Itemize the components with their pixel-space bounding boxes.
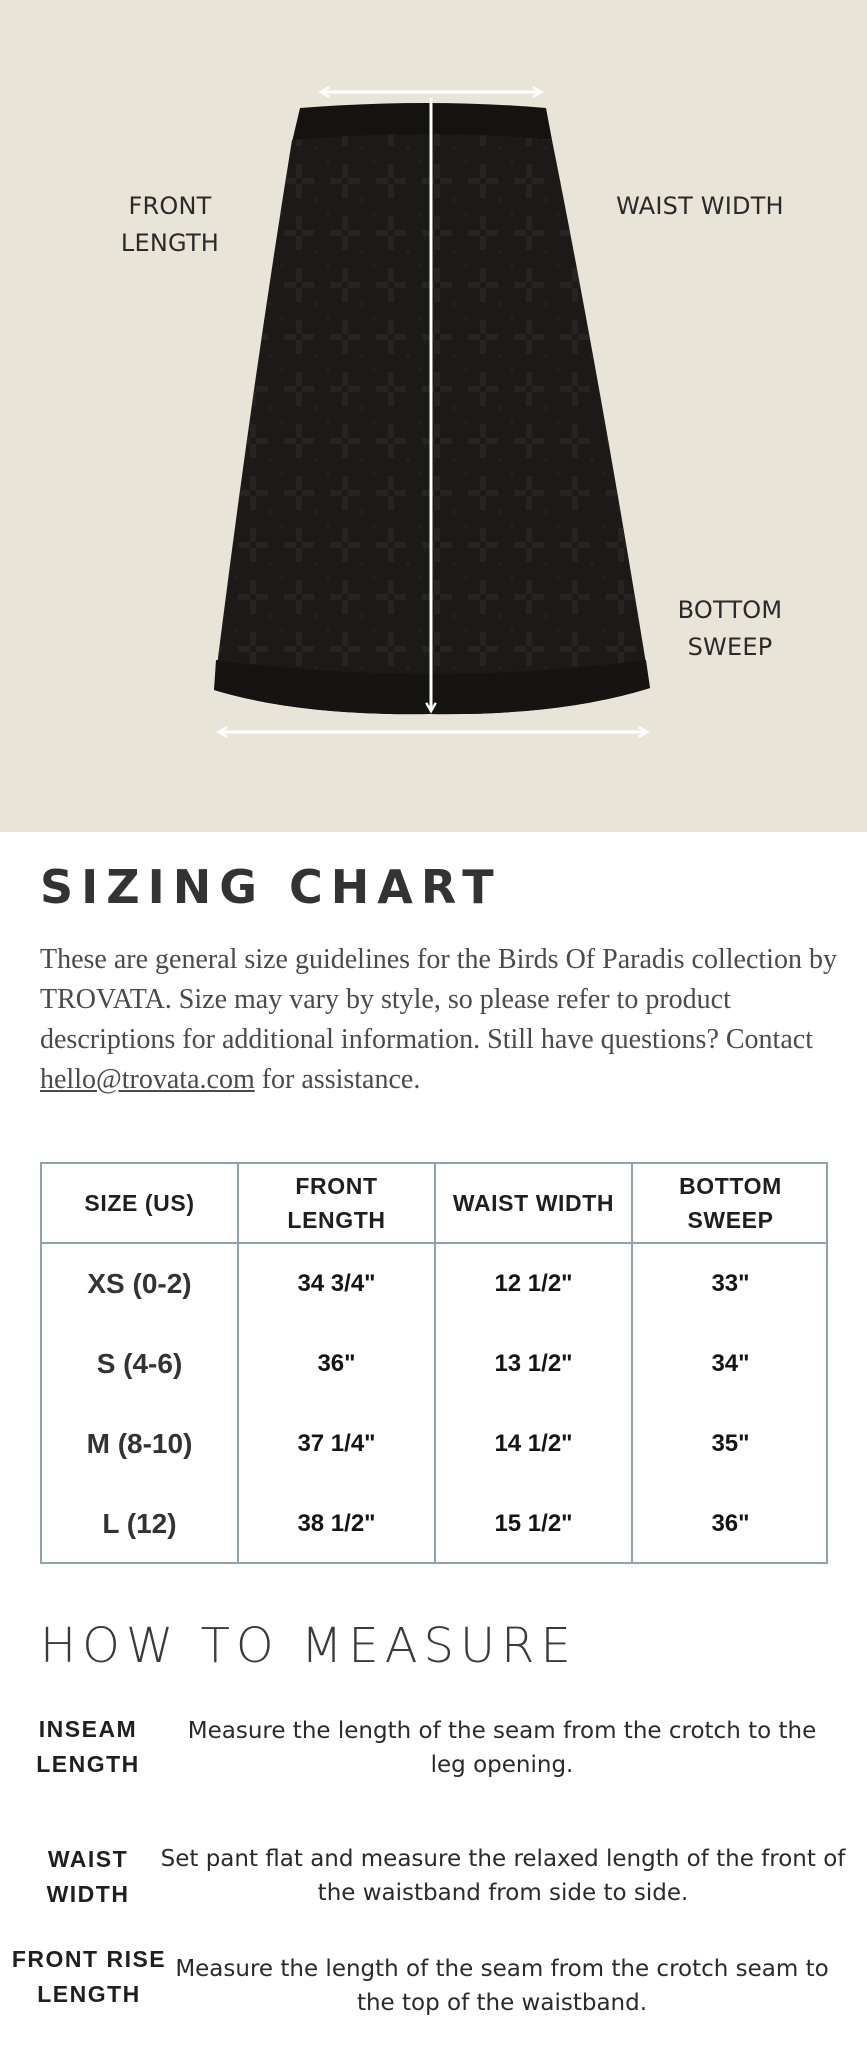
front-length-label: FRONT LENGTH bbox=[120, 192, 220, 257]
measure-label-front-rise: FRONT RISE LENGTH bbox=[11, 1946, 167, 2007]
measure-desc-waist: Set pant flat and measure the relaxed length of the front of the waistband from side to side. bbox=[160, 1846, 846, 1906]
table-cell-front-length: 37 1/4" bbox=[297, 1430, 376, 1457]
waist-width-label: WAIST WIDTH bbox=[616, 192, 784, 220]
table-cell-size: M (8-10) bbox=[86, 1428, 193, 1459]
measure-label-inseam: INSEAM LENGTH bbox=[36, 1716, 140, 1777]
measurement-diagram bbox=[0, 0, 867, 832]
header-size: SIZE (US) bbox=[84, 1190, 195, 1216]
table-cell-bottom-sweep: 35" bbox=[711, 1430, 750, 1457]
measure-desc-front-rise: Measure the length of the seam from the crotch seam to the top of the waistband. bbox=[175, 1956, 829, 2016]
header-bottom-sweep: BOTTOM SWEEP bbox=[679, 1173, 782, 1233]
sizing-chart-title: SIZING CHART bbox=[40, 860, 502, 914]
measure-label-waist: WAIST WIDTH bbox=[46, 1846, 130, 1907]
header-waist-width: WAIST WIDTH bbox=[452, 1190, 615, 1216]
table-cell-waist-width: 13 1/2" bbox=[494, 1350, 573, 1377]
bottom-sweep-label: BOTTOM SWEEP bbox=[677, 596, 783, 661]
table-cell-size: S (4-6) bbox=[96, 1348, 183, 1379]
table-cell-waist-width: 15 1/2" bbox=[494, 1510, 573, 1537]
table-cell-size: XS (0-2) bbox=[87, 1268, 192, 1299]
table-cell-waist-width: 14 1/2" bbox=[494, 1430, 573, 1457]
header-front-length: FRONT LENGTH bbox=[287, 1173, 386, 1233]
size-chart-table bbox=[40, 1162, 828, 1564]
table-cell-waist-width: 12 1/2" bbox=[494, 1270, 573, 1297]
table-cell-size: L (12) bbox=[102, 1508, 177, 1539]
table-cell-bottom-sweep: 36" bbox=[711, 1510, 750, 1537]
contact-email-link[interactable]: hello@trovata.com bbox=[40, 1064, 255, 1095]
sizing-intro: These are general size guidelines for the Birds Of Paradis collection by TROVATA. Size may vary by style, so please refer to product descriptions for additional information. Still have questions? Contact hello@trovata.com for assistance. bbox=[40, 944, 837, 1095]
measure-desc-inseam: Measure the length of the seam from the crotch to the leg opening. bbox=[187, 1718, 817, 1778]
skirt-illustration bbox=[0, 0, 867, 832]
table-cell-front-length: 34 3/4" bbox=[297, 1270, 376, 1297]
table-cell-front-length: 36" bbox=[317, 1350, 356, 1377]
table-cell-bottom-sweep: 34" bbox=[711, 1350, 750, 1377]
how-to-measure-title: HOW TO MEASURE bbox=[40, 1618, 577, 1674]
table-cell-bottom-sweep: 33" bbox=[711, 1270, 750, 1297]
table-cell-front-length: 38 1/2" bbox=[297, 1510, 376, 1537]
